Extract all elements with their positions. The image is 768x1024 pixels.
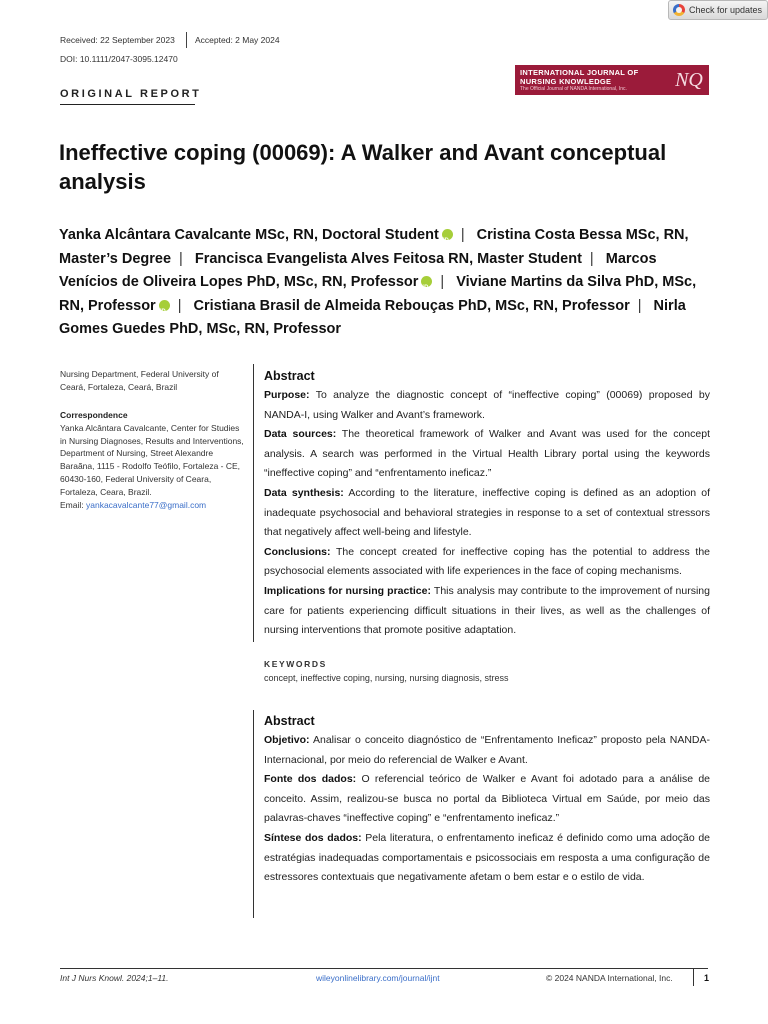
abstract-section-text: This analysis may contribute to the improvement of nursing care for patients experiencing difficult situations in their lives, as well as the challenges of nursing interventions that promote positive adaptation. bbox=[264, 584, 710, 637]
journal-logo-line1: INTERNATIONAL JOURNAL OF bbox=[520, 68, 639, 77]
abstract-section-label: Implications for nursing practice: bbox=[264, 584, 431, 597]
journal-logo-line2: NURSING KNOWLEDGE bbox=[520, 77, 612, 86]
accepted-date: Accepted: 2 May 2024 bbox=[195, 35, 280, 45]
abstract-implications bbox=[264, 582, 710, 641]
author-name: Cristina Costa Bessa MSc, RN, Master’s Degree bbox=[59, 227, 689, 267]
author-separator: | bbox=[440, 274, 445, 290]
abstract-section-text: To analyze the diagnostic concept of “ineffective coping” (00069) proposed by NANDA-I, using Walker and Avant’s framework. bbox=[264, 389, 710, 421]
abstract-sintese-dos-dados bbox=[264, 829, 710, 888]
author-name: Viviane Martins da Silva PhD, MSc, RN, Professor bbox=[59, 274, 697, 314]
correspondence-block bbox=[60, 409, 245, 511]
journal-logo bbox=[515, 65, 709, 95]
abstract-data-synthesis bbox=[264, 484, 710, 543]
abstract-section-text: Analisar o conceito diagnóstico de “Enfrentamento Ineficaz” proposto pela NANDA-Internacional, por meio do referencial de Walker e Avant. bbox=[264, 734, 710, 766]
abstract-section-label: Purpose: bbox=[264, 389, 310, 401]
journal-logo-line3: The Official Journal of NANDA International, Inc. bbox=[520, 86, 627, 92]
author-name: Marcos Venícios de Oliveira Lopes PhD, MSc, RN, Professor bbox=[59, 250, 657, 290]
abstract-section-label: Conclusions: bbox=[264, 545, 331, 558]
doi: DOI: 10.1111/2047-3095.12470 bbox=[60, 54, 178, 64]
abstract-conclusions bbox=[264, 543, 710, 582]
author-name: Yanka Alcântara Cavalcante MSc, RN, Doctoral Student bbox=[59, 227, 439, 243]
abstract-section-label: Data synthesis: bbox=[264, 486, 344, 499]
meta-divider bbox=[186, 32, 187, 48]
received-date: Received: 22 September 2023 bbox=[60, 35, 175, 45]
footer-copyright: © 2024 NANDA International, Inc. bbox=[546, 973, 673, 983]
abstract-section-text: Pela literatura, o enfrentamento ineficaz é definido como uma adoção de estratégias inadequadas comportamentais e psicossociais em resposta a uma configuração de estressores contextuais que negativamente afetam o bem estar e o estilo de vida. bbox=[264, 831, 710, 884]
author-separator: | bbox=[177, 297, 182, 314]
check-for-updates-button[interactable] bbox=[668, 0, 768, 20]
email-label: Email: bbox=[60, 499, 84, 510]
journal-logo-mark: NQ bbox=[675, 68, 703, 91]
correspondence-text: Yanka Alcântara Cavalcante, Center for Studies in Nursing Diagnoses, Results and Interventions, Department of Nursing, Street Alexandre Baraãna, 1115 - Rodolfo Teófilo, Fortaleza - CE, 60430-160, Federal University of Ceara, Fortaleza, Ceara, Brazil. bbox=[60, 422, 244, 497]
abstract-purpose bbox=[264, 386, 710, 425]
abstract-section-label: Síntese dos dados: bbox=[264, 831, 362, 844]
footer-journal-link[interactable]: wileyonlinelibrary.com/journal/ijnt bbox=[316, 973, 440, 983]
author-separator: | bbox=[589, 250, 594, 267]
abstract-section-label: Objetivo: bbox=[264, 734, 310, 746]
abstract-section-text: O referencial teórico de Walker e Avant foi adotado para a análise de conceito. Assim, realizou-se busca no portal da Biblioteca Virtual em Saúde, por meio das palavras-chaves “ineffective coping” e “enfrentamento ineficaz.” bbox=[264, 773, 710, 825]
abstract-english bbox=[264, 369, 710, 641]
author-name: Cristiana Brasil de Almeida Rebouças PhD, MSc, RN, Professor bbox=[193, 297, 630, 314]
page-number: 1 bbox=[704, 973, 710, 983]
author-name: Nirla Gomes Guedes PhD, MSc, RN, Professor bbox=[59, 297, 686, 337]
keywords-heading: KEYWORDS bbox=[264, 659, 327, 669]
abstract-section-text: The concept created for ineffective coping has the potential to address the psychosocial elements associated with life experiences in the face of coping mechanisms. bbox=[264, 545, 710, 578]
abstract-section-text: The theoretical framework of Walker and Avant was used for the concept analysis. A search was performed in the Virtual Health Library portal using the keywords “ineffective coping” and “enfrentamento ineficaz.” bbox=[264, 428, 710, 480]
email-link[interactable]: yankacavalcante77@gmail.com bbox=[86, 499, 207, 510]
check-for-updates-label: Check for updates bbox=[689, 5, 763, 15]
orcid-icon[interactable] bbox=[442, 229, 453, 240]
author-separator: | bbox=[637, 297, 642, 314]
abstract-data-sources bbox=[264, 425, 710, 484]
author-list bbox=[59, 224, 699, 342]
footer-divider bbox=[693, 968, 694, 986]
abstract-section-text: According to the literature, ineffective coping is defined as an adoption of inadequate psychosocial and behavioral strategies in response to a set of contextual stressors that negatively affect well-being and lifestyle. bbox=[264, 486, 710, 539]
author-name: Francisca Evangelista Alves Feitosa RN, Master Student bbox=[194, 250, 582, 267]
keywords-text: concept, ineffective coping, nursing, nursing diagnosis, stress bbox=[264, 673, 509, 683]
author-separator: | bbox=[179, 250, 183, 267]
abstract-heading: Abstract bbox=[264, 369, 315, 383]
crossmark-icon bbox=[673, 4, 685, 16]
abstract-portuguese bbox=[264, 714, 710, 888]
article-title: Ineffective coping (00069): A Walker and Avant conceptual analysis bbox=[59, 140, 667, 194]
abstract-pt-heading: Abstract bbox=[264, 714, 315, 728]
abstract-objetivo bbox=[264, 731, 710, 770]
abstract-divider bbox=[253, 364, 254, 642]
abstract-pt-divider bbox=[253, 710, 254, 918]
affiliation: Nursing Department, Federal University of Ceará, Fortaleza, Ceará, Brazil bbox=[60, 369, 219, 392]
footer-citation: Int J Nurs Knowl. 2024;1–11. bbox=[60, 973, 169, 983]
section-label-underline bbox=[60, 104, 195, 105]
abstract-section-label: Fonte dos dados: bbox=[264, 773, 357, 786]
correspondence-heading: Correspondence bbox=[60, 410, 128, 420]
orcid-icon[interactable] bbox=[421, 276, 432, 287]
footer-rule bbox=[60, 968, 708, 969]
author-separator: | bbox=[460, 227, 465, 243]
section-label: ORIGINAL REPORT bbox=[60, 88, 202, 100]
abstract-section-label: Data sources: bbox=[264, 428, 337, 441]
orcid-icon[interactable] bbox=[159, 300, 170, 311]
abstract-fonte-dos-dados bbox=[264, 770, 710, 829]
